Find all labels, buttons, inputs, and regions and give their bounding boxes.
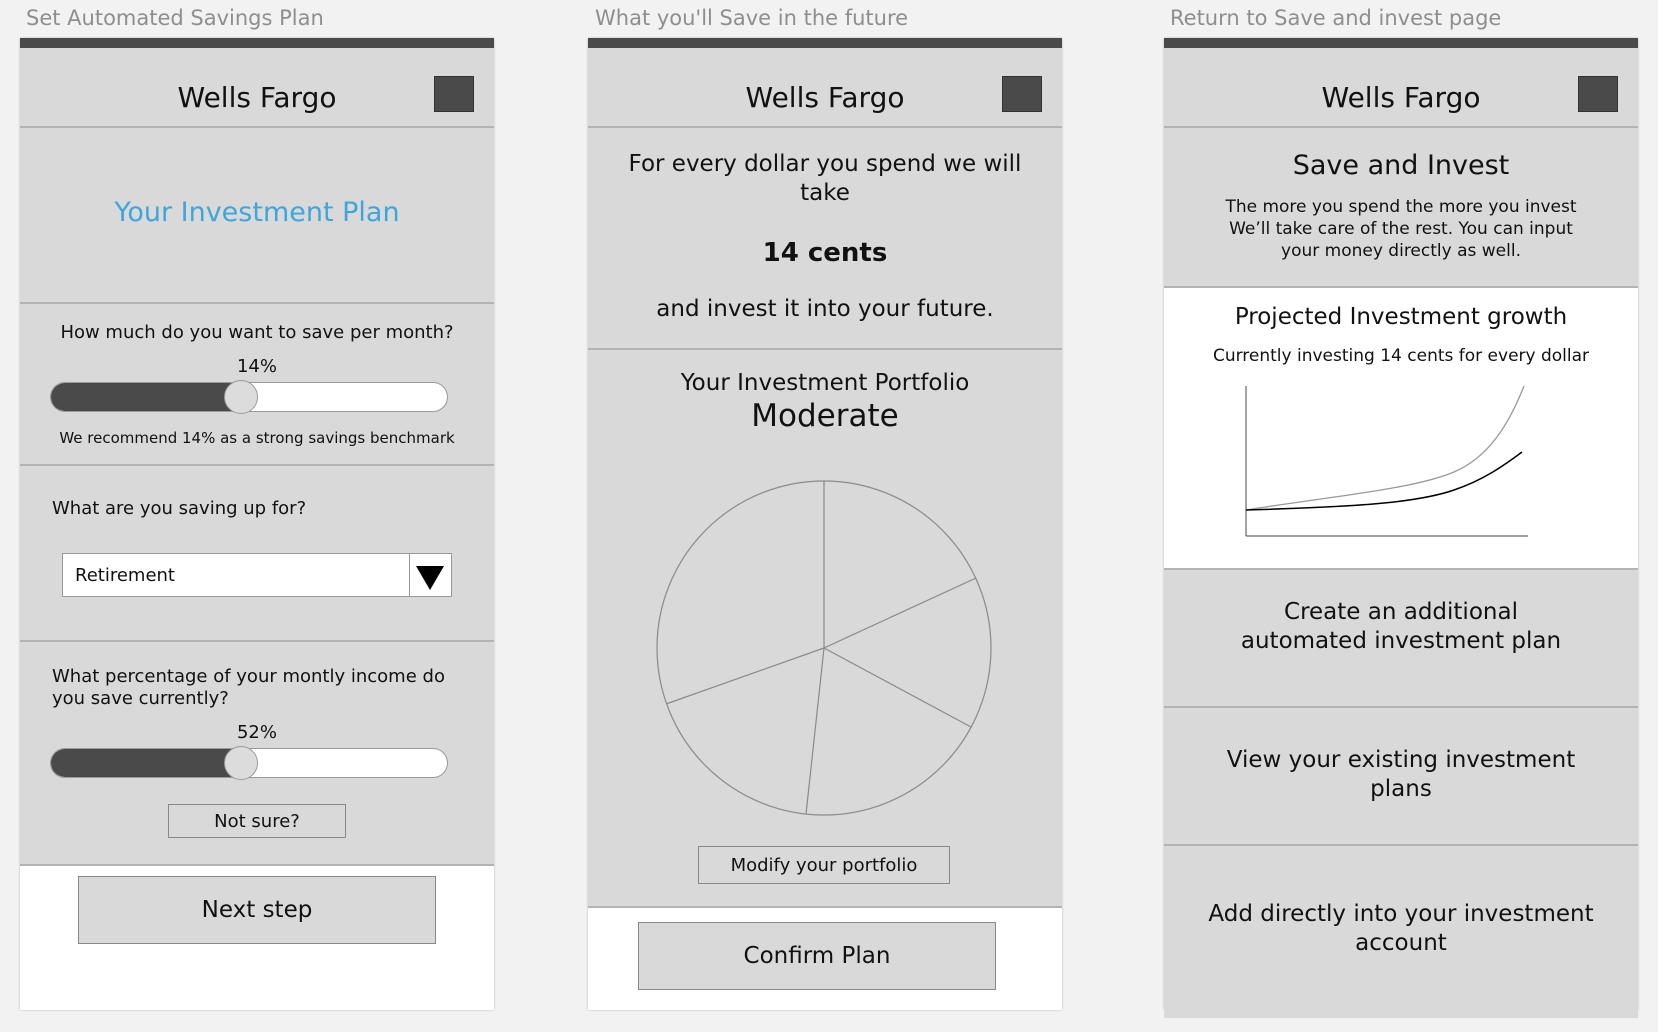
not-sure-button[interactable]: Not sure? bbox=[168, 804, 346, 838]
add-directly-line1: Add directly into your investment bbox=[1208, 901, 1594, 927]
create-plan-line1: Create an additional bbox=[1284, 599, 1518, 625]
cents-amount: 14 cents bbox=[762, 238, 888, 268]
menu-icon[interactable] bbox=[1002, 76, 1042, 112]
add-directly-label bbox=[1164, 900, 1638, 958]
current-question-line2: you save currently? bbox=[52, 688, 229, 709]
view-plans-option[interactable] bbox=[1164, 708, 1638, 846]
save-invest-heading: Save and Invest bbox=[1292, 150, 1510, 181]
spend-summary-section bbox=[588, 128, 1062, 350]
screen-save-invest bbox=[1164, 38, 1638, 1010]
create-plan-option[interactable] bbox=[1164, 570, 1638, 708]
portfolio-heading: Your Investment Portfolio bbox=[680, 370, 970, 396]
goal-dropdown[interactable] bbox=[62, 553, 452, 597]
save-slider-fill bbox=[51, 383, 242, 411]
goal-selected-value: Retirement bbox=[75, 565, 175, 586]
description-line2: We’ll take care of the rest. You can input bbox=[1229, 219, 1573, 239]
growth-title: Projected Investment growth bbox=[1234, 304, 1568, 330]
description-line1: The more you spend the more you invest bbox=[1225, 197, 1577, 217]
growth-chart bbox=[1244, 384, 1544, 544]
portfolio-pie-chart bbox=[654, 478, 994, 818]
spend-outro: and invest it into your future. bbox=[656, 296, 994, 322]
create-plan-label bbox=[1164, 598, 1638, 656]
app-header bbox=[588, 48, 1062, 128]
modify-portfolio-button[interactable]: Modify your portfolio bbox=[698, 846, 950, 884]
app-title: Wells Fargo bbox=[177, 81, 337, 114]
growth-subtitle: Currently investing 14 cents for every dollar bbox=[1212, 346, 1590, 366]
screen-caption-save-invest: Return to Save and invest page bbox=[1170, 6, 1502, 30]
add-directly-option[interactable] bbox=[1164, 846, 1638, 1018]
plan-heading: Your Investment Plan bbox=[114, 197, 400, 228]
create-plan-line2: automated investment plan bbox=[1240, 628, 1562, 654]
current-question bbox=[52, 666, 445, 710]
current-savings-section bbox=[20, 642, 494, 866]
app-title: Wells Fargo bbox=[1321, 81, 1481, 114]
add-directly-line2: account bbox=[1355, 930, 1447, 956]
current-slider-handle[interactable] bbox=[224, 746, 258, 780]
app-header bbox=[20, 48, 494, 128]
status-bar bbox=[1164, 38, 1638, 48]
save-invest-intro-section bbox=[1164, 128, 1638, 288]
save-recommendation: We recommend 14% as a strong savings benchmark bbox=[59, 429, 455, 447]
save-value-label: 14% bbox=[236, 356, 277, 377]
growth-curve-high bbox=[1246, 386, 1524, 510]
spend-intro-line2: take bbox=[800, 180, 850, 206]
save-invest-description bbox=[1164, 196, 1638, 262]
current-question-line1: What percentage of your montly income do bbox=[52, 666, 445, 687]
app-header bbox=[1164, 48, 1638, 128]
current-value-label: 52% bbox=[236, 722, 277, 743]
goal-question: What are you saving up for? bbox=[52, 498, 307, 519]
status-bar bbox=[20, 38, 494, 48]
growth-section bbox=[1164, 288, 1638, 570]
screen-caption-savings-plan: Set Automated Savings Plan bbox=[26, 6, 324, 30]
next-step-button[interactable]: Next step bbox=[78, 876, 436, 944]
spend-intro bbox=[588, 150, 1062, 208]
portfolio-section bbox=[588, 350, 1062, 908]
description-line3: your money directly as well. bbox=[1281, 241, 1521, 261]
save-question: How much do you want to save per month? bbox=[60, 322, 454, 343]
current-slider-fill bbox=[51, 749, 242, 777]
menu-icon[interactable] bbox=[1578, 76, 1618, 112]
growth-curve-current bbox=[1246, 452, 1522, 510]
view-plans-line2: plans bbox=[1370, 776, 1432, 802]
triangle-down-icon bbox=[410, 554, 452, 596]
dropdown-button[interactable] bbox=[409, 554, 451, 596]
confirm-plan-button[interactable]: Confirm Plan bbox=[638, 922, 996, 990]
view-plans-line1: View your existing investment bbox=[1226, 747, 1576, 773]
save-slider-handle[interactable] bbox=[224, 380, 258, 414]
screen-savings-plan bbox=[20, 38, 494, 1010]
screen-caption-future-savings: What you'll Save in the future bbox=[595, 6, 909, 30]
spend-intro-line1: For every dollar you spend we will bbox=[628, 151, 1022, 177]
portfolio-level: Moderate bbox=[751, 398, 899, 434]
view-plans-label bbox=[1164, 746, 1638, 804]
plan-heading-section bbox=[20, 128, 494, 304]
app-title: Wells Fargo bbox=[745, 81, 905, 114]
goal-section bbox=[20, 466, 494, 642]
menu-icon[interactable] bbox=[434, 76, 474, 112]
save-per-month-section bbox=[20, 304, 494, 466]
status-bar bbox=[588, 38, 1062, 48]
screen-future-savings bbox=[588, 38, 1062, 1010]
